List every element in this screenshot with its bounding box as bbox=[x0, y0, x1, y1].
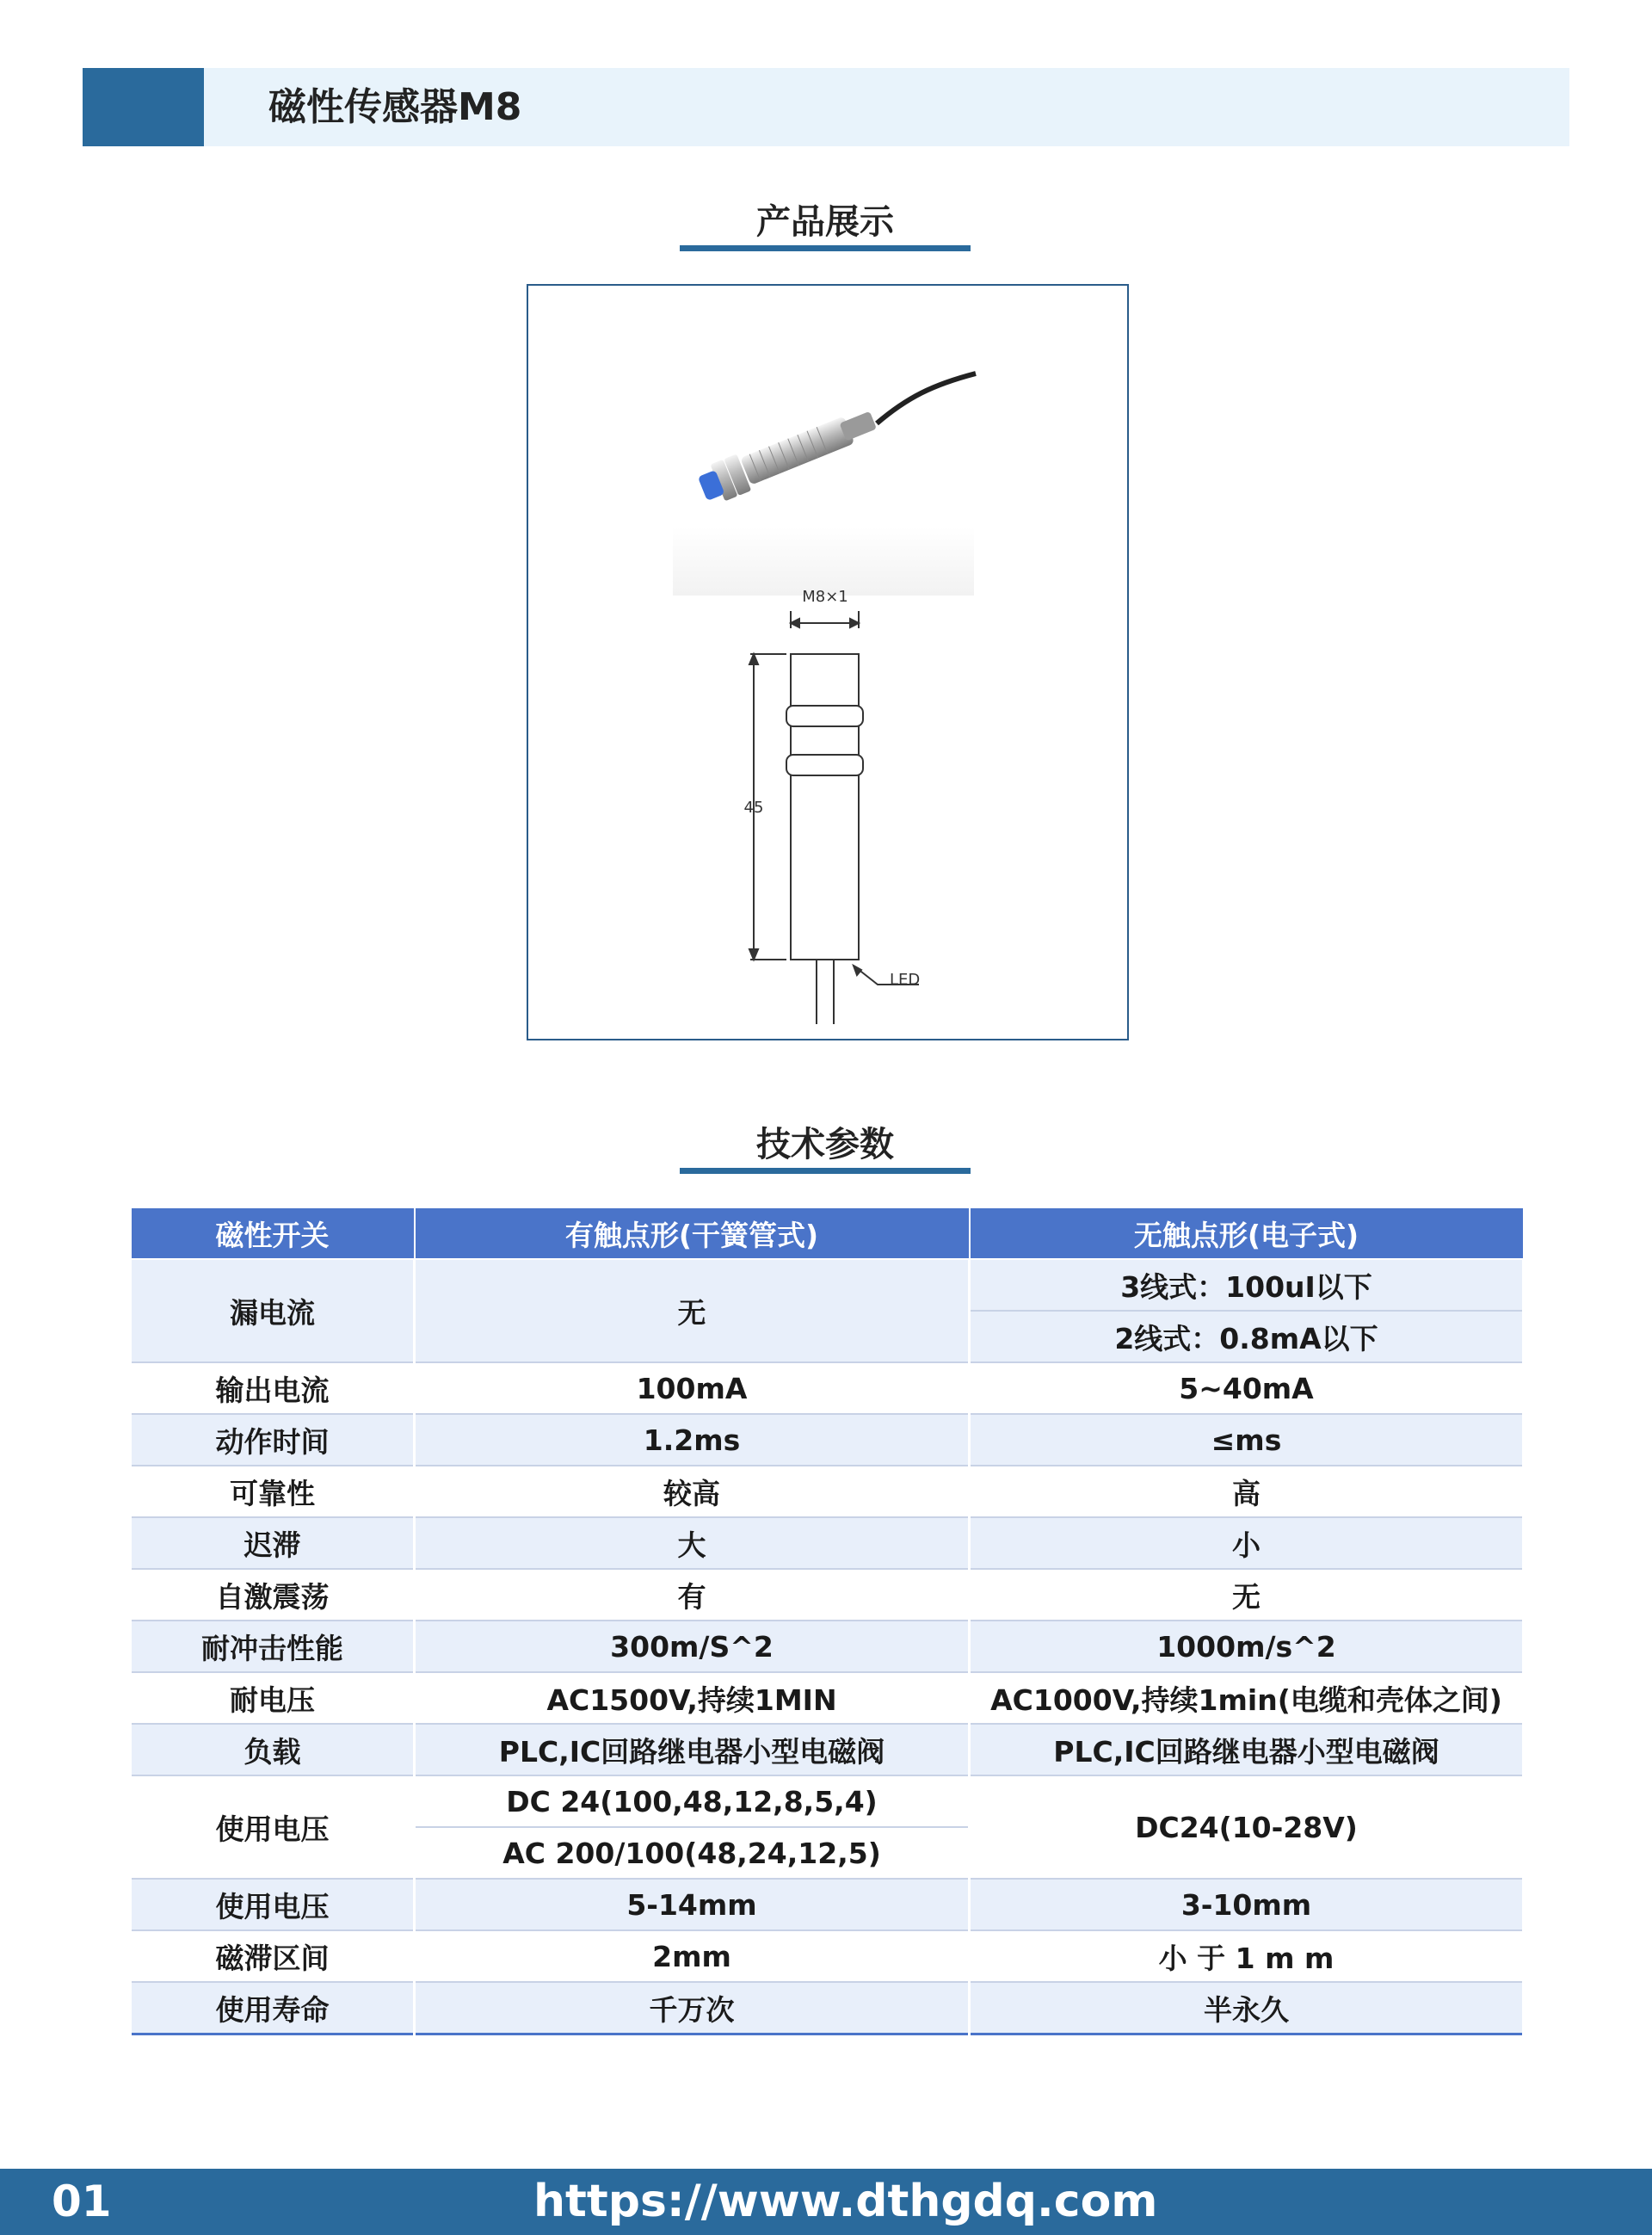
column-header: 有触点形(干簧管式) bbox=[415, 1207, 970, 1259]
reed-value: DC 24(100,48,12,8,5,4) bbox=[415, 1775, 970, 1827]
electronic-value: 无 bbox=[970, 1569, 1524, 1621]
row-label: 漏电流 bbox=[131, 1259, 415, 1362]
reed-value: 300m/S^2 bbox=[415, 1621, 970, 1672]
table-row bbox=[131, 1982, 1524, 2034]
reed-value: 1.2ms bbox=[415, 1414, 970, 1466]
page-title: 磁性传感器M8 bbox=[268, 85, 522, 129]
reed-value: 有 bbox=[415, 1569, 970, 1621]
table-row bbox=[131, 1466, 1524, 1517]
reed-value: 无 bbox=[415, 1259, 970, 1362]
table-row bbox=[131, 1672, 1524, 1724]
thread-label: M8×1 bbox=[802, 588, 848, 606]
table-row bbox=[131, 1621, 1524, 1672]
table-row bbox=[131, 1724, 1524, 1775]
reed-value: 较高 bbox=[415, 1466, 970, 1517]
electronic-value: 小 bbox=[970, 1517, 1524, 1569]
electronic-value: ≤ms bbox=[970, 1414, 1524, 1466]
electronic-value: 3-10mm bbox=[970, 1879, 1524, 1930]
row-label: 耐冲击性能 bbox=[131, 1621, 415, 1672]
row-label: 负载 bbox=[131, 1724, 415, 1775]
length-label: 45 bbox=[743, 799, 764, 817]
reed-value: 100mA bbox=[415, 1362, 970, 1414]
column-header: 无触点形(电子式) bbox=[970, 1207, 1524, 1259]
led-label: LED bbox=[890, 971, 921, 989]
electronic-value: 小 于 1 m m bbox=[970, 1930, 1524, 1982]
electronic-value: 5~40mA bbox=[970, 1362, 1524, 1414]
product-section-title: 产品展示 bbox=[756, 202, 894, 242]
row-label: 可靠性 bbox=[131, 1466, 415, 1517]
table-header-row bbox=[131, 1207, 1524, 1259]
electronic-value: 高 bbox=[970, 1466, 1524, 1517]
dimension-drawing bbox=[749, 611, 919, 1024]
table-row bbox=[131, 1569, 1524, 1621]
product-section-underline bbox=[680, 245, 971, 251]
row-label: 耐电压 bbox=[131, 1672, 415, 1724]
reed-value: 5-14mm bbox=[415, 1879, 970, 1930]
spec-section-title: 技术参数 bbox=[756, 1125, 894, 1164]
spec-table bbox=[129, 1207, 1525, 2035]
product-illustration bbox=[528, 286, 1127, 1039]
row-label: 动作时间 bbox=[131, 1414, 415, 1466]
page-number: 01 bbox=[52, 2176, 112, 2226]
spec-section-underline bbox=[680, 1168, 971, 1174]
table-row bbox=[131, 1517, 1524, 1569]
electronic-value: 半永久 bbox=[970, 1982, 1524, 2034]
row-label: 输出电流 bbox=[131, 1362, 415, 1414]
row-label: 迟滞 bbox=[131, 1517, 415, 1569]
reed-value: PLC,IC回路继电器小型电磁阀 bbox=[415, 1724, 970, 1775]
table-row bbox=[131, 1930, 1524, 1982]
reed-value: AC1500V,持续1MIN bbox=[415, 1672, 970, 1724]
sensor-photo bbox=[673, 374, 976, 596]
table-row bbox=[131, 1879, 1524, 1930]
row-label: 磁滞区间 bbox=[131, 1930, 415, 1982]
electronic-value: 3线式：100uI以下 bbox=[970, 1259, 1524, 1311]
electronic-value: 1000m/s^2 bbox=[970, 1621, 1524, 1672]
column-header: 磁性开关 bbox=[131, 1207, 415, 1259]
reed-value: 2mm bbox=[415, 1930, 970, 1982]
reed-value: 千万次 bbox=[415, 1982, 970, 2034]
table-row bbox=[131, 1775, 1524, 1827]
website-link[interactable]: https://www.dthgdq.com bbox=[533, 2176, 1158, 2227]
electronic-value: 2线式：0.8mA以下 bbox=[970, 1311, 1524, 1362]
product-display-frame bbox=[527, 284, 1129, 1040]
row-label: 自激震荡 bbox=[131, 1569, 415, 1621]
row-label: 使用电压 bbox=[131, 1775, 415, 1879]
row-label: 使用寿命 bbox=[131, 1982, 415, 2034]
table-row bbox=[131, 1414, 1524, 1466]
electronic-value: DC24(10-28V) bbox=[970, 1775, 1524, 1879]
table-row bbox=[131, 1362, 1524, 1414]
electronic-value: AC1000V,持续1min(电缆和壳体之间) bbox=[970, 1672, 1524, 1724]
table-row bbox=[131, 1259, 1524, 1311]
row-label: 使用电压 bbox=[131, 1879, 415, 1930]
reed-value: 大 bbox=[415, 1517, 970, 1569]
header-accent-block bbox=[83, 68, 204, 146]
reed-value: AC 200/100(48,24,12,5) bbox=[415, 1827, 970, 1879]
electronic-value: PLC,IC回路继电器小型电磁阀 bbox=[970, 1724, 1524, 1775]
